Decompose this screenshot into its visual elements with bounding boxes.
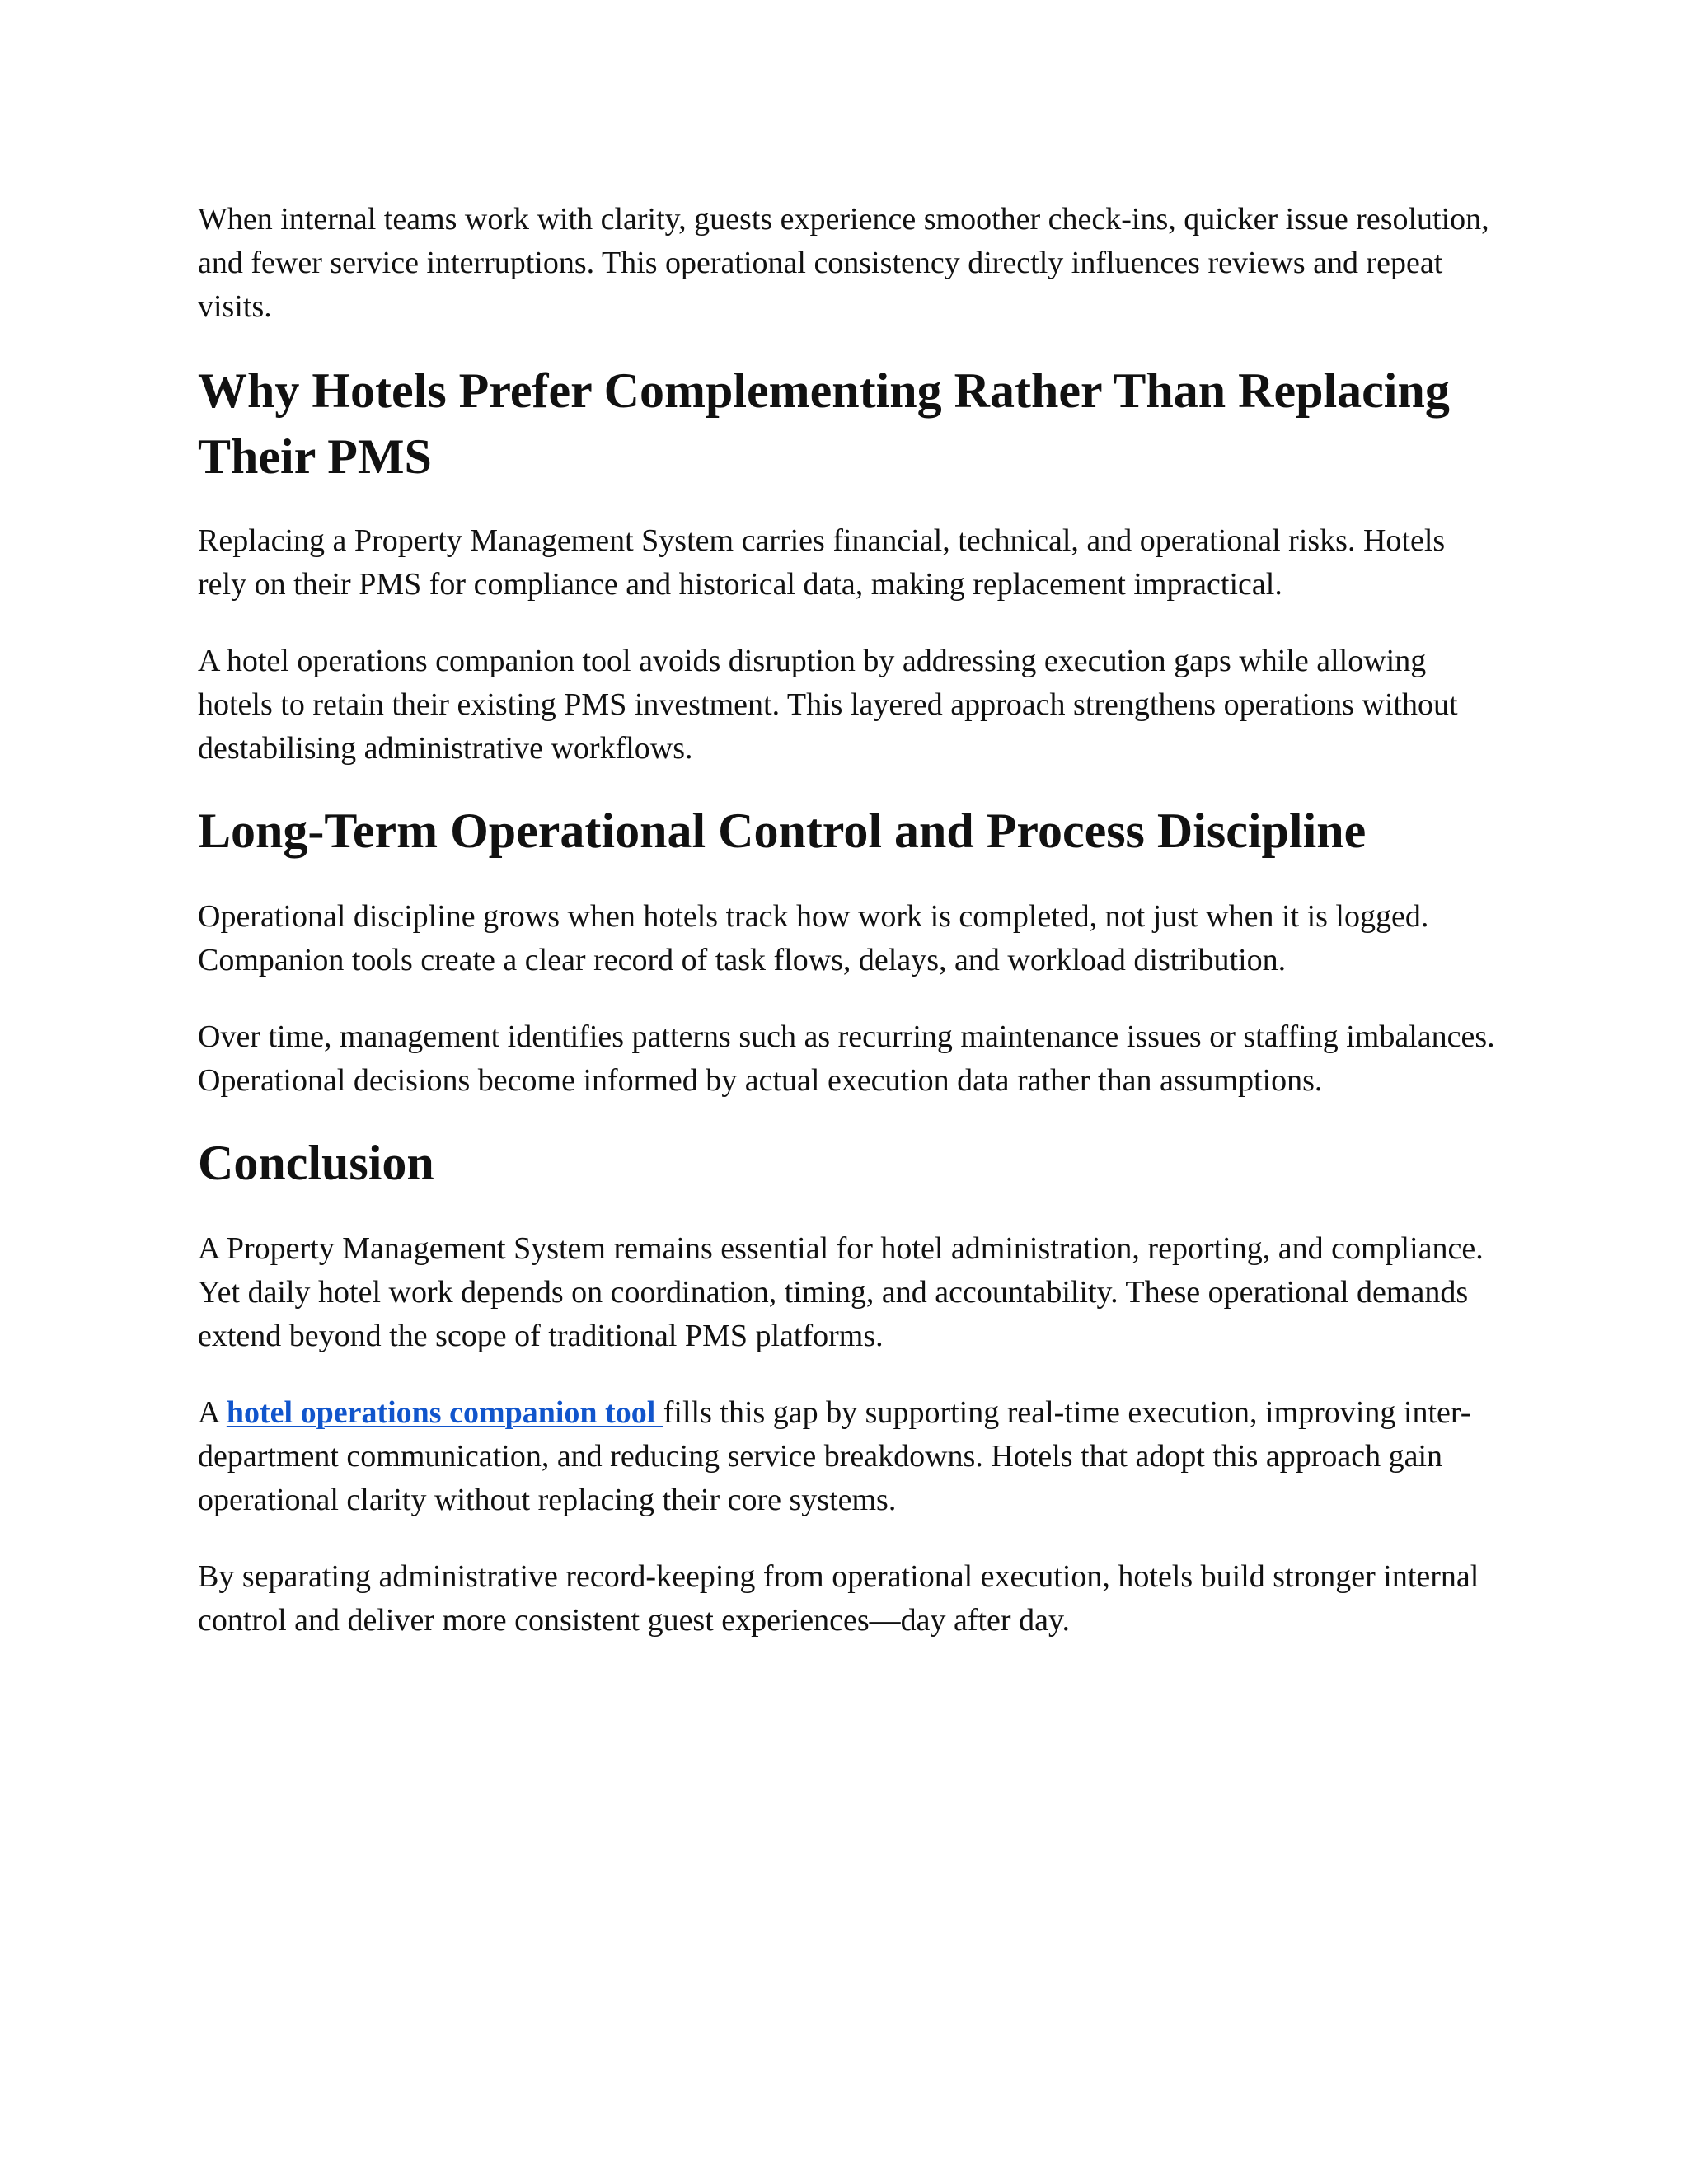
paragraph-management-patterns: Over time, management identifies patterns such as recurring maintenance issues or staffing imbalances. Operational decisions become informed by actual execution data rather than assumptions. xyxy=(198,1019,1495,1098)
document-page xyxy=(198,198,1500,1643)
section-heading-long-term-control: Long-Term Operational Control and Process Discipline xyxy=(198,804,1367,858)
paragraph-pms-essential: A Property Management System remains essential for hotel administration, reporting, and compliance. Yet daily hotel work depends on coordination, timing, and accountability. These operational demands extend beyond the scope of traditional PMS platforms. xyxy=(198,1231,1484,1353)
paragraph-operational-discipline: Operational discipline grows when hotels track how work is completed, not just when it is logged. Companion tools create a clear record of task flows, delays, and workload distribution. xyxy=(198,899,1429,977)
section-heading-conclusion: Conclusion xyxy=(198,1136,434,1190)
section-heading-complementing: Why Hotels Prefer Complementing Rather Than Replacing Their PMS xyxy=(198,363,1450,484)
paragraph-companion-link xyxy=(198,1391,1500,1522)
link-paragraph-prefix: A xyxy=(198,1395,227,1430)
link-paragraph-suffix: fills this gap by supporting real-time execution, improving inter-department communication, and reducing service breakdowns. Hotels that adopt this approach gain operational clarity without replacing their core systems. xyxy=(198,1395,1471,1517)
paragraph-replacing-risks: Replacing a Property Management System carries financial, technical, and operational risks. Hotels rely on their PMS for compliance and historical data, making replacement impractical. xyxy=(198,523,1446,602)
hotel-operations-companion-tool-link[interactable]: hotel operations companion tool xyxy=(226,1395,663,1430)
paragraph-companion-avoids-disruption: A hotel operations companion tool avoids disruption by addressing execution gaps while allowing hotels to retain their existing PMS investment. This layered approach strengthens operations without destabilising administrative workflows. xyxy=(198,644,1458,766)
closing-paragraph: By separating administrative record-keeping from operational execution, hotels build stronger internal control and deliver more consistent guest experiences—day after day. xyxy=(198,1559,1479,1638)
intro-paragraph: When internal teams work with clarity, guests experience smoother check-ins, quicker issue resolution, and fewer service interruptions. This operational consistency directly influences reviews and repeat visits. xyxy=(198,202,1489,324)
